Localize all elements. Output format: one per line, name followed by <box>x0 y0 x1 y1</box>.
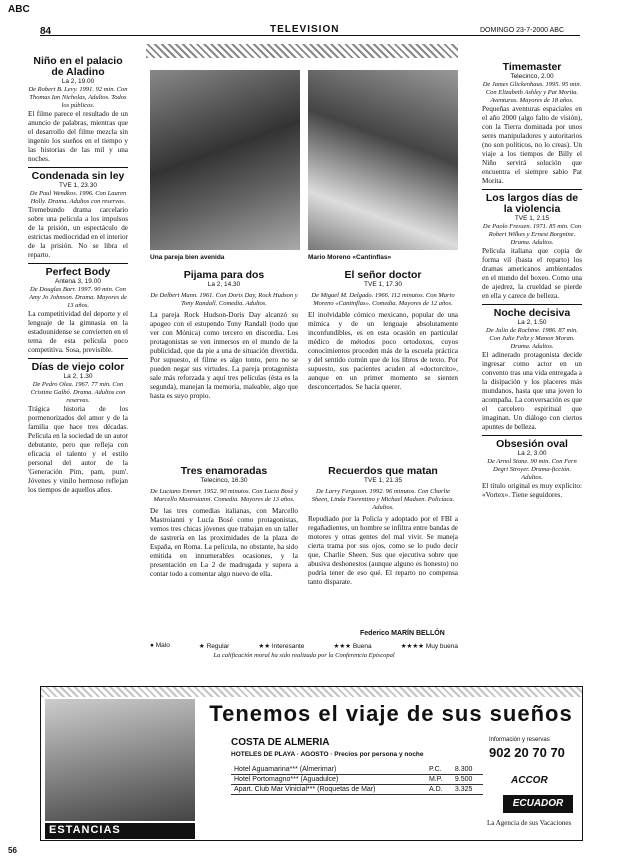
review-credits: De Luciano Emmer. 1952. 90 minutos. Con Lucia Bosè y Marcello Mastroianni. Comedia. Mayores de 13 años. <box>150 488 298 503</box>
review-title: Timemaster <box>502 61 562 73</box>
review-credits: De Pedro Olea. 1967. 77 min. Con Cristina Galbó. Drama. Adultos con reservas. <box>30 381 126 404</box>
footer-mark: 56 <box>8 846 17 855</box>
ad-destination: COSTA DE ALMERIA <box>231 737 330 748</box>
ad-headline: Tenemos el viaje de sus sueños <box>209 701 573 726</box>
table-row <box>231 765 483 775</box>
review-meta: Telecinco, 16.30 <box>200 477 248 484</box>
review-title: Días de viejo color <box>31 361 125 373</box>
review-body: El inolvidable cómico mexicano, popular de una mímica y de un lenguaje absolutamente inconfundibles, es en esta ocasión en particular médico de métodos poco ortodoxos, cuyos conocimientos proceden más de la escuela práctica y del sentido común que de los libros de texto. Por supuesto, sus pacientes acuden al «doctorcito», aunque en un primer momento se sienten desconcertados. Se hacía querer. <box>308 311 458 391</box>
review-body: Tremebundo drama carcelario sobre una película a los impulsos de la prisión, un espectáculo de estrictas mediocridad en el interior de la prisión. No se libra el reparto. <box>28 206 128 259</box>
legend-item: ★★★ Buena <box>333 643 372 650</box>
review-body: Trágica historia de los pormenorizados del amor y de la familia que hace tres décadas. Película en la sociedad de un autor debutante, pero que refleja con eficacia el talento y el estilo personal del autor de la 'Generación Pim, pam, pum'. Jóvenes y vinilo hermoso reflejan los tiempos de aquellos años. <box>28 405 128 494</box>
hotel-price: 3.325 <box>452 785 483 795</box>
review-credits: De Paolo Fressen. 1971. 85 min. Con Robert Wilkes y Ernest Borgnine. Drama. Adultos. <box>482 223 582 246</box>
ad-phone: 902 20 70 70 <box>489 745 565 760</box>
review-meta: Antena 3, 19.00 <box>55 278 101 285</box>
ad-hotel-table <box>231 765 483 795</box>
hotel-plan: M.P. <box>426 775 452 785</box>
ad-tagline: La Agencia de sus Vacaciones <box>487 819 572 827</box>
review-meta: La 2, 14.30 <box>207 281 241 288</box>
ad-top-stripe <box>41 687 582 697</box>
photo-cantinflas <box>308 70 458 250</box>
legend-item: ★★★★ Muy buena <box>400 643 458 650</box>
review-credits: De Miguel M. Delgado. 1966. 112 minutos. Con Mario Moreno «Cantinflas». Comedia. Mayores de 12 años. <box>311 292 455 307</box>
edge-mark: ABC <box>8 4 30 15</box>
hotel-name: Apart. Club Mar Vinicial*** (Roquetas de Mar) <box>231 785 426 795</box>
review-body: Repudiado por la Policía y adoptado por el FBI a regañadientes, un hombre se infiltra entre bandas de motores y otras gentes del mal vivir. Se maneja cierta trama por sus ojos, como se lo pudo decir que, Charlie Sheen. Sus que ejecutiva sobre que abusiva deshonestos (aunque alguno es honesto) no podría tener de eso qué. El reparto no compensa tanto disparate. <box>308 515 458 586</box>
review-credits: De Larry Ferguson. 1992. 96 minutos. Con Charlie Sheen, Linda Fiorentino y Michael Madsen. Policíaca. Adultos. <box>311 488 455 511</box>
hotel-name: Hotel Aguamarina*** (Almerimar) <box>231 765 426 775</box>
table-row <box>231 775 483 785</box>
review-credits: De Arnol Stone. 90 min. Con Fern Degri Stroyer. Drama-ficción. Adultos. <box>487 458 577 481</box>
legend-item: ★★ Interesante <box>258 643 305 650</box>
review-body: El título original es muy explícito: «Vortex». Tiene seguidores. <box>482 482 582 499</box>
table-row <box>231 785 483 795</box>
hotel-name: Hotel Portomagno*** (Aguadulce) <box>231 775 426 785</box>
review-title: Perfect Body <box>45 266 111 278</box>
review-body: La pareja Rock Hudson-Doris Day alcanzó su apogeo con el estupendo Tony Randall (todo que ver con Mónica) como tercero en discordia. Los protagonistas se ven inmersos en el mundo de la publicidad, que da pie a una de situación divertida. Por supuesto, el filme es algo tonto, pero no se pueden negar sus virtudes. La pareja protagonista sale más reforzada y aquí tres películas (ésta es la segunda), manejan la memoria, maleable, algo que hasta es suyo propio. <box>150 311 298 400</box>
review-pijama <box>150 270 298 401</box>
hotel-plan: P.C. <box>426 765 452 775</box>
photo-caption: Mario Moreno «Cantinflas» <box>308 254 392 261</box>
photo-couple <box>150 70 300 250</box>
review-meta: La 2, 19.00 <box>61 78 95 85</box>
byline: Federico MARÍN BELLÓN <box>360 630 445 637</box>
rating-legend <box>150 642 458 650</box>
review-meta: TVE 1, 17.30 <box>364 281 402 288</box>
review-credits: De Delbert Mann. 1961. Con Doris Day, Rock Hudson y Tony Randall. Comedia. Adultos. <box>150 292 298 307</box>
review-title: Tres enamoradas <box>180 465 268 477</box>
page-date: DOMINGO 23-7-2000 ABC <box>480 27 565 34</box>
review-credits: De Paul Wendkos. 1996. Con Lauren Holly. Drama. Adultos con reservas. <box>29 190 127 205</box>
ad-stamp: ESTANCIAS <box>45 823 195 839</box>
review-meta: TVE 1, 23.30 <box>59 182 97 189</box>
review-title: Condenada sin ley <box>31 170 125 182</box>
review-title: Niño en el palacio de Aladino <box>33 55 123 78</box>
ad-subtitle: HOTELES DE PLAYA · AGOSTO · Precios por persona y noche <box>231 751 424 758</box>
review-credits: De Julio de Rochine. 1986. 87 min. Con Julie Feltz y Manon Moran. Drama. Adultos. <box>486 327 578 350</box>
review-meta: TVE 1, 21.35 <box>364 477 402 484</box>
review-credits: De Robert B. Levy. 1991. 92 min. Con Thomas Ian Nicholas, Adultos. Todos los públicos. <box>28 86 128 109</box>
hotel-plan: A.D. <box>426 785 452 795</box>
review-title: El señor doctor <box>344 269 422 281</box>
review-body: El adinerado protagonista decide ingresar como actor en un convento tras una vida entregada a la disipación y los placeres más mundanos, hasta que una joven lo acompaña. La conversación es que el carcelero espiritual que imaginan. Un diálogo con ciertos apuntes de belleza. <box>482 351 582 431</box>
left-column <box>28 56 128 495</box>
photo-band <box>146 44 458 58</box>
review-title: Recuerdos que matan <box>328 465 438 477</box>
section-title: TELEVISION <box>266 24 343 35</box>
review-title: Noche decisiva <box>493 307 571 319</box>
legend-note: La calificación moral ha sido realizada por la Conferencia Episcopal <box>213 652 395 659</box>
review-credits: De James Glickenhaus. 1995. 95 min. Con Elizabeth Ashley y Pat Morita. Aventuras. Mayores de 18 años. <box>482 81 582 104</box>
review-recuerdos <box>308 466 458 587</box>
ad-brand-accor: ACCOR <box>511 775 548 786</box>
review-title: Pijama para dos <box>183 269 265 281</box>
right-column <box>482 62 582 500</box>
review-meta: Telecinco, 2.00 <box>510 73 554 80</box>
review-tres <box>150 466 298 579</box>
review-body: El filme parece el resultado de un anuncio de palabras, mientras que el desarrollo del filme mezcla sin ingenio los sueños en el tiempo y las historias de las mil y una noches. <box>28 110 128 163</box>
review-doctor <box>308 270 458 392</box>
review-body: Pequeñas aventuras espaciales en el año 2000 (algo falto de visión), con la Tierra dominada por unos seres manipuladores y autoritarios (no son políticos, no lo creas). Un viaje a los tiempos de Billy el Niño servirá solución que encuentra el siempre sabio Pat Morita. <box>482 105 582 185</box>
review-meta: La 2, 1.30 <box>63 373 93 380</box>
hotel-price: 9.500 <box>452 775 483 785</box>
page-number: 84 <box>40 26 52 37</box>
review-body: De las tres comedias italianas, con Marcello Mastroianni y Lucía Bosé como protagonistas, vemos tres chicas jóvenes que trabajan en un taller de sastrería en las proximidades de la plaza de España, en Roma. La película, no obstante, ha sido emitida en innumerables ocasiones, y la presentación en La 2 de madrugada y supera a contar todo a comentar algo nuevo de ella. <box>150 507 298 578</box>
travel-ad <box>40 686 583 841</box>
review-meta: La 2, 1.50 <box>517 319 547 326</box>
review-credits: De Douglas Barr. 1997. 90 min. Con Amy Jo Johnson. Drama. Mayores de 13 años. <box>29 286 127 309</box>
review-meta: La 2, 3.00 <box>517 450 547 457</box>
review-meta: TVE 1, 2.15 <box>514 215 550 222</box>
ad-brand-ecuador: ECUADOR <box>503 795 573 813</box>
review-body: Película italiana que copia de forma vil (basta el reparto) los dramas americanos ambientados en el mundo del boxeo. Como una de ajedrez, la crueldad se pierde en ella y carece de belleza. <box>482 247 582 300</box>
review-title: Obsesión oval <box>496 438 568 450</box>
ad-beach-photo <box>45 699 195 821</box>
review-body: La competitividad del deporte y el lenguaje de la gimnasia en la estadounidense se convierten en el tema de esta película poco competitiva. Sosa, previsible. <box>28 310 128 354</box>
photo-caption: Una pareja bien avenida <box>150 254 225 261</box>
review-title: Los largos días de la violencia <box>485 192 579 215</box>
legend-item: ★ Regular <box>198 643 230 650</box>
legend-item: ● Malo <box>150 642 170 649</box>
hotel-price: 8.300 <box>452 765 483 775</box>
ad-phone-label: Información y reservas <box>489 737 550 743</box>
